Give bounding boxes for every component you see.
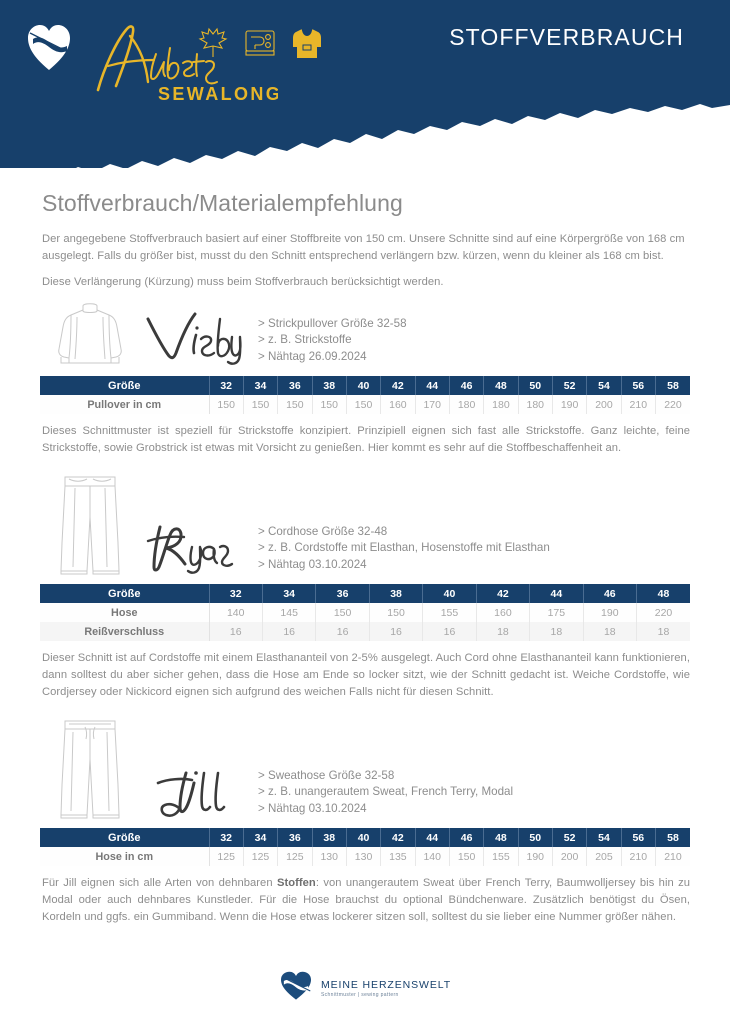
product-details-jill xyxy=(252,768,690,820)
svg-text:SEWALONG: SEWALONG xyxy=(158,84,278,104)
size-header: 42 xyxy=(381,828,415,847)
cell: 18 xyxy=(583,622,636,641)
size-table-jill xyxy=(40,828,690,866)
size-header: 44 xyxy=(530,584,583,603)
product-note-visby: Dieses Schnittmuster ist speziell für Strickstoffe konzipiert. Prinzipiell eignen sich fast alle Strickstoffe. Ganz leichte, feine Strickstoffe, sowie Grobstrick ist etwas mit Vorsicht zu genießen. Hier kommt es sehr auf die Stoffbeschaffenheit an. xyxy=(42,425,690,454)
cell: 170 xyxy=(415,395,449,414)
sweatpants-sketch-icon xyxy=(40,715,140,819)
cell: 16 xyxy=(262,622,315,641)
size-header: 34 xyxy=(243,828,277,847)
product-note-jill xyxy=(42,875,690,926)
header-title: STOFFVERBRAUCH xyxy=(449,24,684,50)
cell: 210 xyxy=(621,395,655,414)
intro-paragraph-2: Diese Verlängerung (Kürzung) muss beim Stoffverbrauch berücksichtigt werden. xyxy=(42,276,444,288)
product-line: > z. B. unangerautem Sweat, French Terry, Modal xyxy=(258,785,514,798)
maple-leaf-icon xyxy=(198,27,228,64)
size-header: 52 xyxy=(552,828,586,847)
size-header: 54 xyxy=(587,376,621,395)
size-header: 38 xyxy=(312,828,346,847)
row-label: Hose in cm xyxy=(40,847,209,866)
table-row xyxy=(40,622,690,641)
trousers-sketch-icon xyxy=(40,471,140,575)
size-header: 32 xyxy=(209,376,243,395)
cell: 135 xyxy=(381,847,415,866)
size-table-riga xyxy=(40,584,690,641)
size-header: 32 xyxy=(209,828,243,847)
table-header-label: Größe xyxy=(40,828,209,847)
cell: 18 xyxy=(530,622,583,641)
cell: 150 xyxy=(278,395,312,414)
table-header-row xyxy=(40,828,690,847)
cell: 125 xyxy=(278,847,312,866)
cell: 205 xyxy=(587,847,621,866)
cell: 190 xyxy=(552,395,586,414)
pullover-sketch-icon xyxy=(40,301,140,367)
row-label: Hose xyxy=(40,603,209,622)
cell: 18 xyxy=(476,622,529,641)
cell: 220 xyxy=(637,603,691,622)
size-header: 40 xyxy=(346,376,380,395)
cell: 150 xyxy=(346,395,380,414)
page-content xyxy=(0,190,730,926)
size-header: 36 xyxy=(278,828,312,847)
cell: 16 xyxy=(423,622,476,641)
size-table-visby xyxy=(40,376,690,414)
footer-heart-logo-icon xyxy=(279,971,313,1006)
cell: 130 xyxy=(346,847,380,866)
product-script-name-visby xyxy=(140,309,252,367)
size-header: 50 xyxy=(518,828,552,847)
cell: 175 xyxy=(530,603,583,622)
size-header: 54 xyxy=(587,828,621,847)
product-line: > Nähtag 26.09.2024 xyxy=(258,349,367,363)
page-footer xyxy=(0,971,730,1006)
footer-tagline: Schnittmuster | sewing pattern xyxy=(320,991,399,998)
product-script-name-jill xyxy=(140,761,252,819)
product-line: > Strickpullover Größe 32-58 xyxy=(258,316,407,330)
cell: 160 xyxy=(476,603,529,622)
cell: 18 xyxy=(637,622,691,641)
cell: 140 xyxy=(415,847,449,866)
size-header: 34 xyxy=(262,584,315,603)
brand-heart-mark xyxy=(26,22,72,72)
size-header: 58 xyxy=(655,376,690,395)
product-block-visby xyxy=(40,301,690,367)
size-header: 46 xyxy=(449,828,483,847)
cell: 155 xyxy=(423,603,476,622)
cell: 180 xyxy=(484,395,518,414)
cell: 150 xyxy=(243,395,277,414)
size-header: 48 xyxy=(637,584,691,603)
product-details-riga xyxy=(252,524,690,576)
size-header: 48 xyxy=(484,376,518,395)
cell: 190 xyxy=(518,847,552,866)
cell: 16 xyxy=(369,622,422,641)
cell: 145 xyxy=(262,603,315,622)
note-bold: Stoffen xyxy=(276,877,316,889)
cell: 210 xyxy=(621,847,655,866)
size-header: 38 xyxy=(369,584,422,603)
page-header xyxy=(0,0,730,168)
product-line: > Nähtag 03.10.2024 xyxy=(258,801,367,815)
row-label: Reißverschluss xyxy=(40,622,209,641)
cell: 200 xyxy=(587,395,621,414)
cell: 210 xyxy=(655,847,690,866)
size-header: 38 xyxy=(312,376,346,395)
product-line: > Cordhose Größe 32-48 xyxy=(258,524,388,538)
cell: 180 xyxy=(449,395,483,414)
note-pre: Für Jill eignen sich alle Arten von dehnbaren xyxy=(42,877,277,889)
product-line: > z. B. Cordstoffe mit Elasthan, Hosenstoffe mit Elasthan xyxy=(258,541,550,554)
cell: 150 xyxy=(312,395,346,414)
size-header: 56 xyxy=(621,828,655,847)
size-header: 42 xyxy=(476,584,529,603)
cell: 150 xyxy=(209,395,243,414)
hoodie-icon xyxy=(292,26,322,65)
size-header: 34 xyxy=(243,376,277,395)
sewing-machine-icon xyxy=(244,28,276,63)
size-header: 44 xyxy=(415,828,449,847)
product-line: > Nähtag 03.10.2024 xyxy=(258,557,367,571)
note-post: : von unangerautem Sweat über French Terry, Baumwolljersey bis hin zu Modal oder auch dehnbares Kunstleder. Für die Hose brauchst du optional Bündchenware. Zusätzlich benötigst du Ösen, Kordeln und ggfs. ein Gummiband. Wenn die Hose etwas lockerer sitzen soll, solltest du sie lieber eine Nummer größer nähen. xyxy=(42,877,690,923)
size-header: 42 xyxy=(381,376,415,395)
size-header: 32 xyxy=(209,584,262,603)
footer-brand-text xyxy=(321,980,451,998)
cell: 190 xyxy=(583,603,636,622)
size-header: 46 xyxy=(583,584,636,603)
page-title: Stoffverbrauch/Materialempfehlung xyxy=(42,190,403,216)
row-label: Pullover in cm xyxy=(40,395,209,414)
product-note-riga: Dieser Schnitt ist auf Cordstoffe mit einem Elasthananteil von 2-5% ausgelegt. Auch Cord ohne Elasthananteil kann funktionieren, dann solltest du aber sicher gehen, dass die Hose am Ende so locker sitzt, wie der Schnitt gedacht ist. Weiche Cordstoffe, wie Cordjersey oder Nickicord eignen sich aufgrund des weichen Falls nicht für diesen Schnitt. xyxy=(42,652,690,698)
cell: 16 xyxy=(316,622,369,641)
table-header-row xyxy=(40,376,690,395)
size-header: 44 xyxy=(415,376,449,395)
intro-paragraph-1: Der angegebene Stoffverbrauch basiert auf einer Stoffbreite von 150 cm. Unsere Schnitte sind auf eine Körpergröße von 168 cm ausgelegt. Falls du größer bist, musst du den Schnitt entsprechend verlängern bzw. kürzen, wenn du kleiner als 168 cm bist. xyxy=(42,233,685,262)
table-header-label: Größe xyxy=(40,584,209,603)
cell: 125 xyxy=(243,847,277,866)
size-header: 58 xyxy=(655,828,690,847)
cell: 200 xyxy=(552,847,586,866)
table-row xyxy=(40,847,690,866)
size-header: 52 xyxy=(552,376,586,395)
size-header: 40 xyxy=(346,828,380,847)
footer-brand-name: MEINE HERZENSWELT xyxy=(320,978,452,991)
table-header-label: Größe xyxy=(40,376,209,395)
product-block-riga xyxy=(40,471,690,575)
cell: 180 xyxy=(518,395,552,414)
cell: 16 xyxy=(209,622,262,641)
size-header: 36 xyxy=(316,584,369,603)
cell: 150 xyxy=(449,847,483,866)
cell: 150 xyxy=(369,603,422,622)
table-row xyxy=(40,395,690,414)
product-line: > z. B. Strickstoffe xyxy=(258,333,352,346)
table-row xyxy=(40,603,690,622)
cell: 220 xyxy=(655,395,690,414)
size-header: 56 xyxy=(621,376,655,395)
size-header: 50 xyxy=(518,376,552,395)
header-icon-row xyxy=(198,26,322,65)
size-header: 48 xyxy=(484,828,518,847)
product-line: > Sweathose Größe 32-58 xyxy=(258,768,395,782)
size-header: 36 xyxy=(278,376,312,395)
cell: 160 xyxy=(381,395,415,414)
product-details-visby xyxy=(252,316,690,368)
table-header-row xyxy=(40,584,690,603)
cell: 140 xyxy=(209,603,262,622)
product-block-jill xyxy=(40,715,690,819)
cell: 125 xyxy=(209,847,243,866)
cell: 155 xyxy=(484,847,518,866)
size-header: 40 xyxy=(423,584,476,603)
product-script-name-riga xyxy=(140,517,252,575)
size-header: 46 xyxy=(449,376,483,395)
cell: 130 xyxy=(312,847,346,866)
cell: 150 xyxy=(316,603,369,622)
